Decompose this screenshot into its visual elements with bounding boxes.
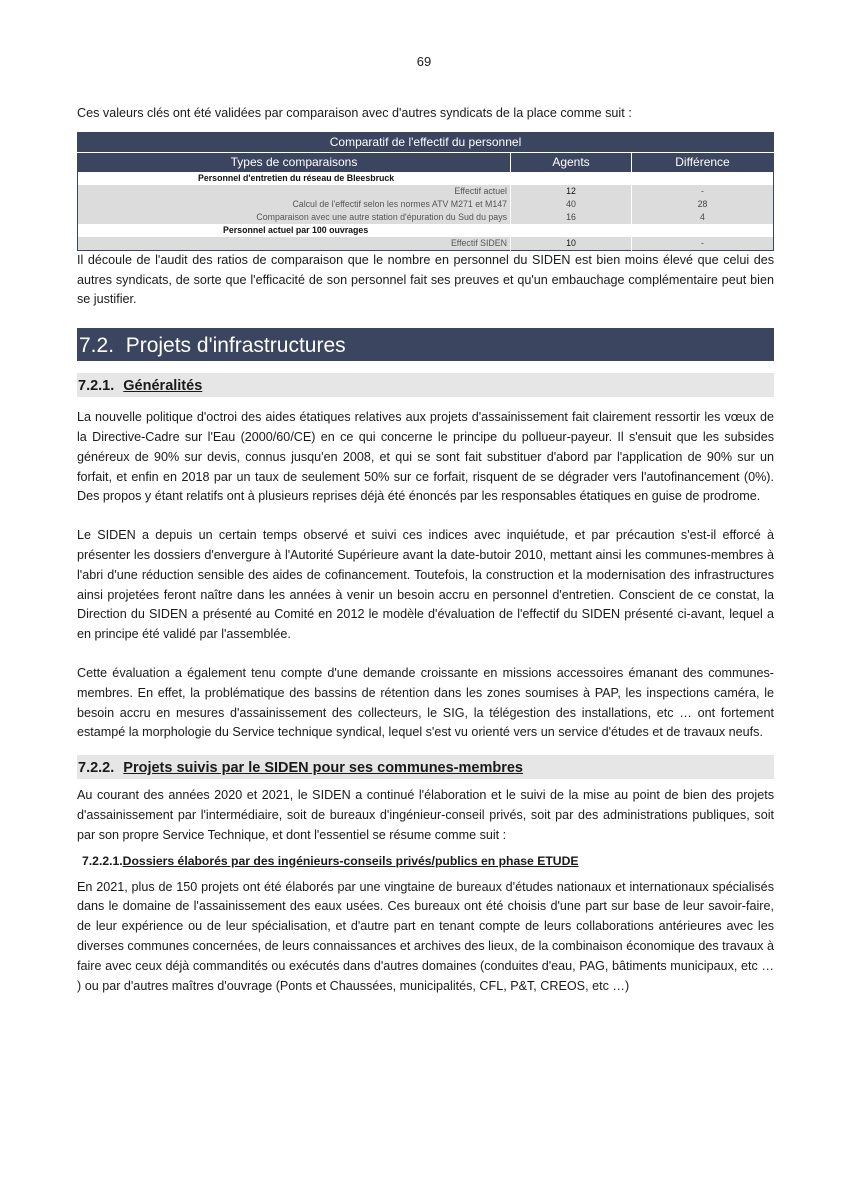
- page-number: 69: [416, 54, 432, 69]
- table-row: [78, 185, 774, 198]
- row-diff: 28: [632, 198, 774, 211]
- subsection-title: Projets suivis par le SIDEN pour ses communes-membres: [123, 760, 523, 777]
- subsection-number: 7.2.2.: [78, 760, 115, 777]
- row-label: Effectif actuel: [78, 185, 511, 198]
- body-paragraph: La nouvelle politique d'octroi des aides étatiques relatives aux projets d'assainissement fait clairement ressortir les vœux de la Directive-Cadre sur l'Eau (2000/60/CE) en ce qui concerne le principe du pollueur-payeur. Il s'ensuit que les subsides généreux de 90% sur devis, connus jusqu'en 2008, et qui se sont fait substituer d'abord par l'application de 90% sur un forfait, et enfin en 2018 par un taux de seulement 50% sur ce forfait, risquent de se dégrader vers l'autofinancement (0%). Des propos y étant relatifs ont à plusieurs reprises déjà été énoncés par les responsables étatiques en guise de prodrome.: [77, 410, 774, 504]
- col-header-agents: Agents: [511, 152, 632, 172]
- table-group-label: Personnel d'entretien du réseau de Bleesbruck: [78, 172, 774, 185]
- section-number: 7.2.: [79, 334, 115, 358]
- body-paragraph: Au courant des années 2020 et 2021, le SIDEN a continué l'élaboration et le suivi de la mise au point de bien des projets d'assainissement par l'intermédiaire, soit de bureaux d'ingénieur-conseil privés, soit par des administrations publiques, soit par son propre Service Technique, et dont l'essentiel se résume comme suit :: [77, 788, 774, 842]
- col-header-diff: Différence: [632, 152, 774, 172]
- row-diff: 4: [632, 211, 774, 224]
- row-label: Comparaison avec une autre station d'épuration du Sud du pays: [78, 211, 511, 224]
- body-paragraph: Cette évaluation a également tenu compte d'une demande croissante en missions accessoires émanant des communes-membres. En effet, la problématique des bassins de rétention dans les zones soumises à PAP, les inspections caméra, le besoin accru en mesures d'assainissement des collecteurs, le SIG, la télégestion des installations, etc … ont fortement estampé la morphologie du Service technique syndical, lequel s'est vu orienté vers un service d'études et de travaux neufs.: [77, 665, 774, 740]
- row-diff: -: [632, 237, 774, 251]
- subsubsection-number: 7.2.2.1.: [82, 853, 123, 868]
- row-agents: 16: [511, 211, 632, 224]
- subsubsection-title: Dossiers élaborés par des ingénieurs-conseils privés/publics en phase ETUDE: [122, 853, 579, 868]
- subsection-heading-projets: [77, 755, 774, 779]
- after-table-paragraph: Il découle de l'audit des ratios de comparaison que le nombre en personnel du SIDEN est bien moins élevé que celui des autres syndicats, de sorte que l'efficacité de son personnel fait ses preuves et qu'un embauchage complémentaire peut bien se justifier.: [77, 252, 774, 307]
- table-row: [78, 211, 774, 224]
- row-agents: 40: [511, 198, 632, 211]
- intro-paragraph: Ces valeurs clés ont été validées par comparaison avec d'autres syndicats de la place comme suit :: [77, 106, 632, 120]
- table-row: [78, 198, 774, 211]
- body-paragraph: En 2021, plus de 150 projets ont été élaborés par une vingtaine de bureaux d'études nationaux et internationaux spécialisés dans le domaine de l'assainissement des eaux usées. Ces bureaux ont été choisis d'une part sur base de leur savoir-faire, de leur expérience ou de leur spécialisation, et d'autre part en tenant compte de leurs collaborations antérieures avec les diverses communes concernées, de leurs connaissances et archives des lieux, de la combinaison économique des travaux à faire avec ceux déjà commandités ou exécutés dans d'autres domaines (conduites d'eau, PAG, bâtiments municipaux, etc … ) ou par d'autres maîtres d'ouvrage (Ponts et Chaussées, municipalités, CFL, P&T, CREOS, etc …): [77, 879, 774, 993]
- subsection-number: 7.2.1.: [78, 378, 115, 395]
- section-title: Projets d'infrastructures: [125, 334, 346, 358]
- body-paragraph: Le SIDEN a depuis un certain temps observé et suivi ces indices avec inquiétude, et par précaution s'est-il efforcé à présenter les dossiers d'envergure à l'Autorité Supérieure avant la date-butoir 2010, mettant ainsi les communes-membres à l'abri d'une réduction sensible des aides de cofinancement. Toutefois, la construction et la modernisation des infrastructures ainsi projetées feront naître dans les années à venir un besoin accru en personnel d'entretien. Conscient de ce constat, la Direction du SIDEN a présenté au Comité en 2012 le modèle d'évaluation de l'effectif du SIDEN présenté ci-avant, lequel a en principe été validé par l'assemblée.: [77, 528, 774, 642]
- subsubsection-heading: [77, 852, 774, 871]
- row-label: Calcul de l'effectif selon les normes ATV M271 et M147: [78, 198, 511, 211]
- comparison-table: [77, 132, 774, 251]
- table-group-label: Personnel actuel par 100 ouvrages: [78, 224, 774, 237]
- row-agents: 10: [511, 237, 632, 251]
- row-label: Effectif SIDEN: [78, 237, 511, 251]
- col-header-type: Types de comparaisons: [78, 152, 511, 172]
- table-row: [78, 237, 774, 251]
- table-title: Comparatif de l'effectif du personnel: [78, 132, 774, 152]
- subsection-title: Généralités: [123, 378, 203, 395]
- page-content: [77, 104, 774, 996]
- section-heading: [77, 328, 774, 361]
- subsection-heading-generalites: [77, 373, 774, 397]
- row-agents: 12: [511, 185, 632, 198]
- row-diff: -: [632, 185, 774, 198]
